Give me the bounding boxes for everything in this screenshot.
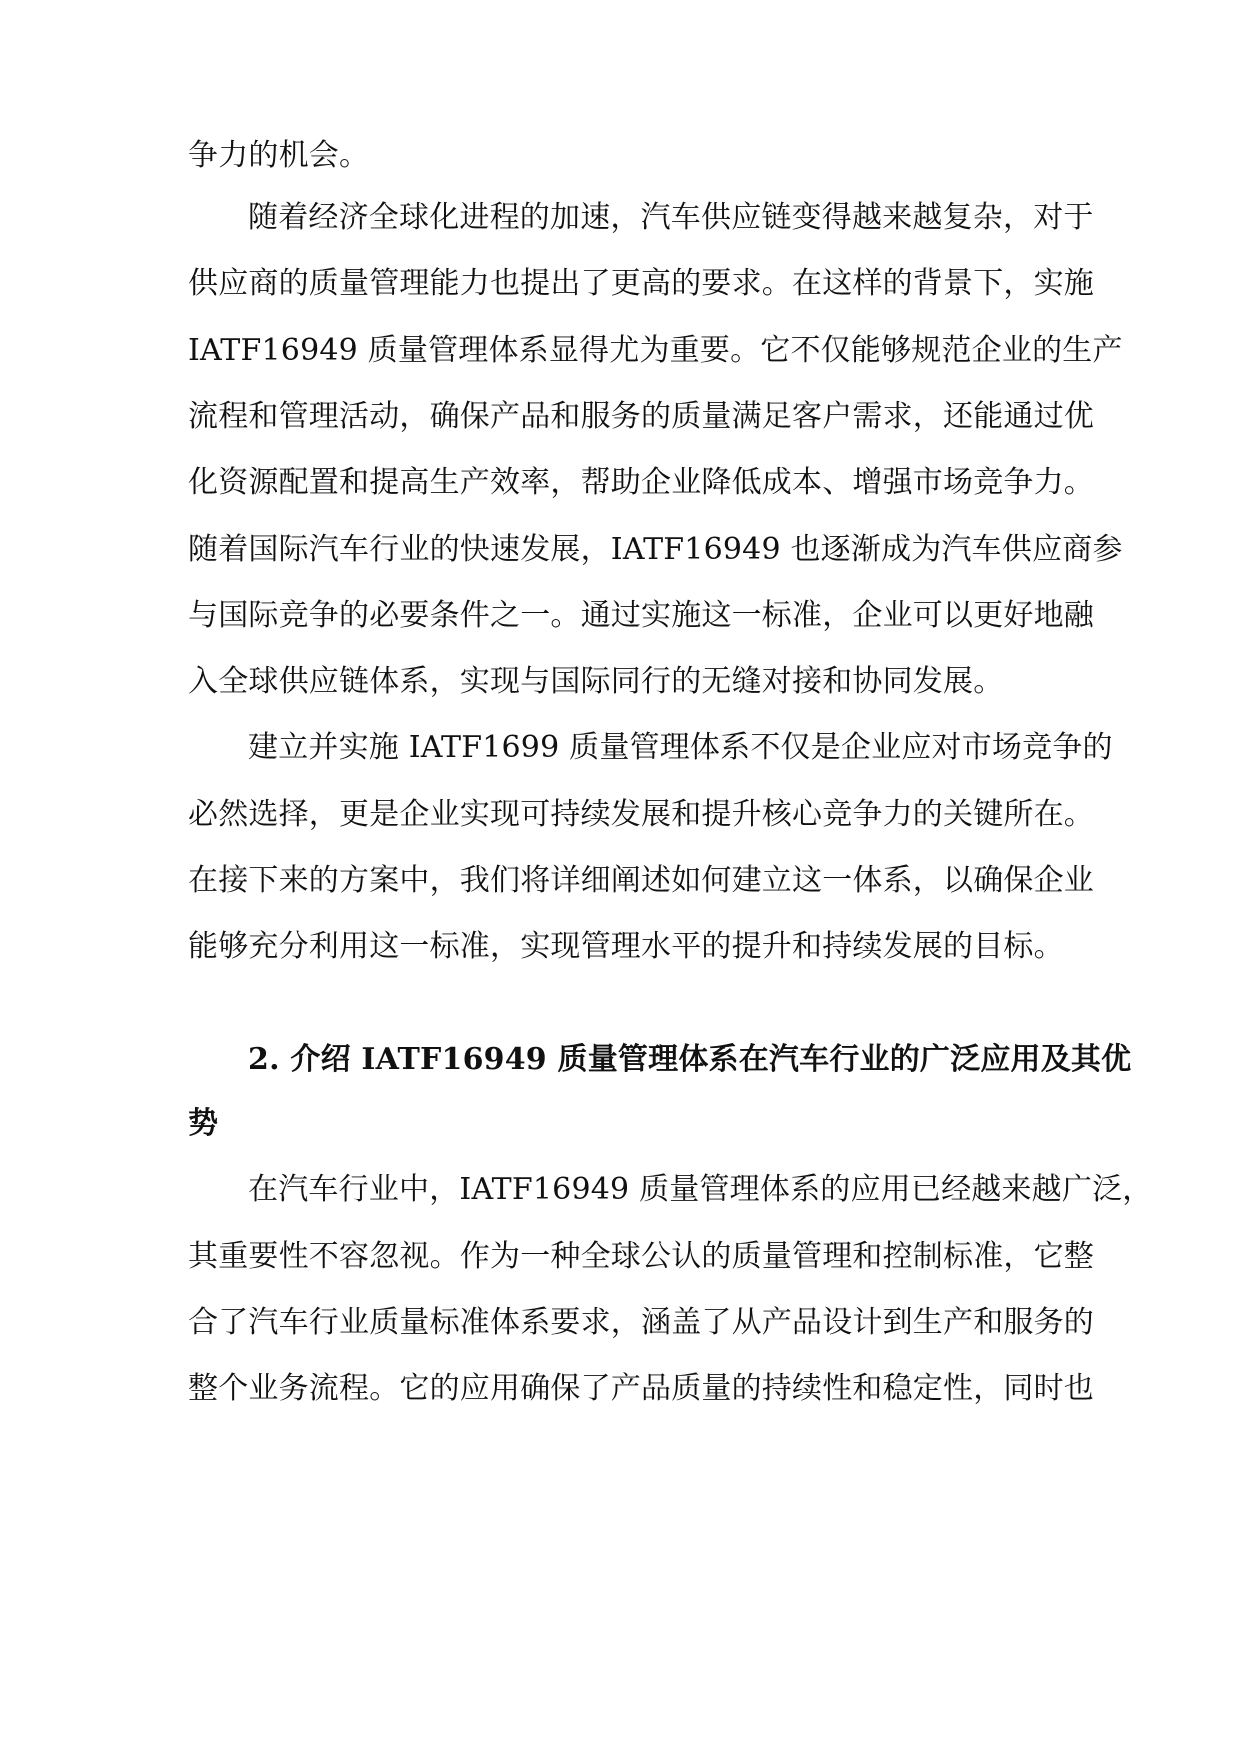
paragraph-line: 流程和管理活动，确保产品和服务的质量满足客户需求，还能通过优 <box>188 399 1094 434</box>
paragraph-line: 化资源配置和提高生产效率，帮助企业降低成本、增强市场竞争力。 <box>188 465 1094 500</box>
paragraph-line: 争力的机会。 <box>188 138 370 173</box>
paragraph-line: 能够充分利用这一标准，实现管理水平的提升和持续发展的目标。 <box>188 929 1064 964</box>
paragraph-line: 随着经济全球化进程的加速，汽车供应链变得越来越复杂，对于 <box>248 200 1094 235</box>
paragraph-line: 与国际竞争的必要条件之一。通过实施这一标准，企业可以更好地融 <box>188 598 1094 633</box>
paragraph-line: 随着国际汽车行业的快速发展，IATF16949 也逐渐成为汽车供应商参 <box>188 532 1123 567</box>
paragraph-line: 在汽车行业中，IATF16949 质量管理体系的应用已经越来越广泛， <box>248 1172 1153 1207</box>
paragraph-line: 整个业务流程。它的应用确保了产品质量的持续性和稳定性，同时也 <box>188 1371 1094 1406</box>
section-heading-continuation: 势 <box>188 1106 219 1141</box>
paragraph-line: 建立并实施 IATF1699 质量管理体系不仅是企业应对市场竞争的 <box>248 730 1113 765</box>
paragraph-line: 在接下来的方案中，我们将详细阐述如何建立这一体系，以确保企业 <box>188 863 1094 898</box>
paragraph-line: 供应商的质量管理能力也提出了更高的要求。在这样的背景下，实施 <box>188 266 1094 301</box>
paragraph-line: 合了汽车行业质量标准体系要求，涵盖了从产品设计到生产和服务的 <box>188 1305 1094 1340</box>
paragraph-line: 入全球供应链体系，实现与国际同行的无缝对接和协同发展。 <box>188 664 1004 699</box>
paragraph-line: 必然选择，更是企业实现可持续发展和提升核心竞争力的关键所在。 <box>188 797 1094 832</box>
paragraph-line: 其重要性不容忽视。作为一种全球公认的质量管理和控制标准，它整 <box>188 1239 1094 1274</box>
section-heading: 2. 介绍 IATF16949 质量管理体系在汽车行业的广泛应用及其优 <box>248 1042 1132 1077</box>
paragraph-line: IATF16949 质量管理体系显得尤为重要。它不仅能够规范企业的生产 <box>188 333 1123 368</box>
